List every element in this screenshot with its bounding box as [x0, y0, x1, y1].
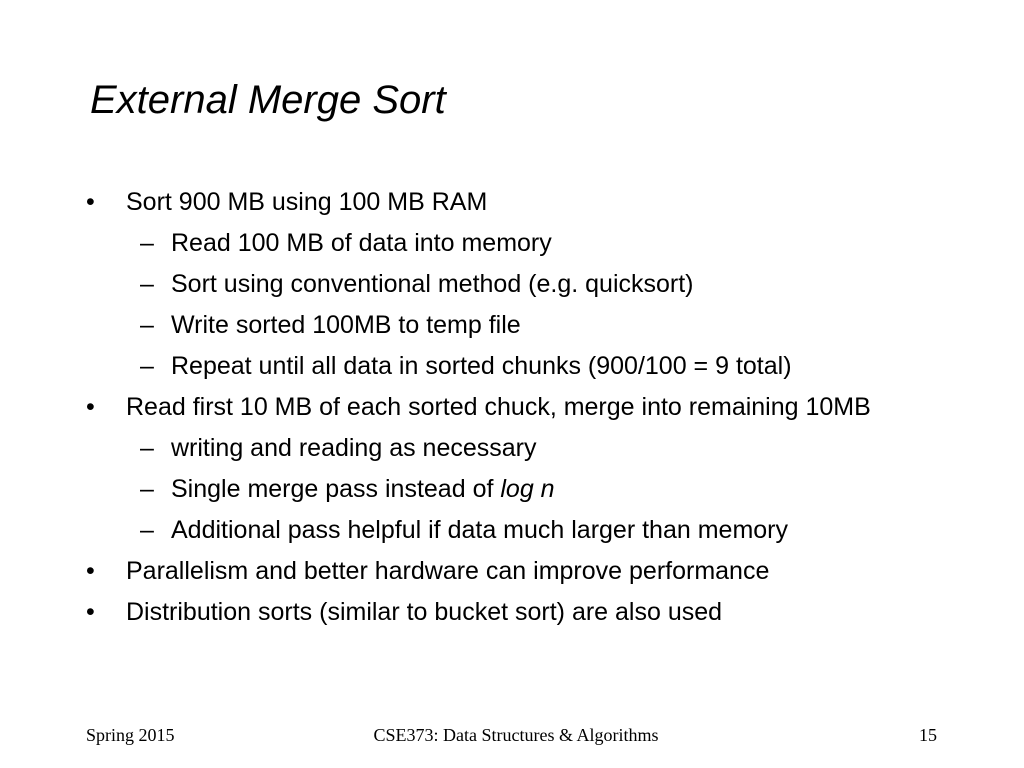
bullet-text: Parallelism and better hardware can improve performance	[126, 557, 770, 585]
bullet-item	[0, 555, 906, 588]
bullet-item	[0, 186, 906, 219]
sub-bullet-text: Repeat until all data in sorted chunks (900/100 = 9 total)	[171, 352, 792, 380]
sub-bullet-text: Single merge pass instead of	[171, 475, 501, 503]
dash-marker: –	[140, 352, 154, 380]
sub-bullet-text: Write sorted 100MB to temp file	[171, 311, 521, 339]
bullet-marker: •	[86, 557, 95, 585]
bullet-marker: •	[86, 393, 95, 421]
sub-bullet-text: Additional pass helpful if data much larger than memory	[171, 516, 788, 544]
slide-title: External Merge Sort	[90, 78, 446, 122]
sub-bullet-item	[0, 309, 931, 342]
bullet-item	[0, 596, 906, 629]
dash-marker: –	[140, 434, 154, 462]
bullet-text: Read first 10 MB of each sorted chuck, merge into remaining 10MB	[126, 393, 871, 421]
sub-bullet-italic-text: log n	[500, 475, 555, 503]
dash-marker: –	[140, 270, 154, 298]
sub-bullet-item	[0, 227, 931, 260]
sub-bullet-text: writing and reading as necessary	[171, 434, 537, 462]
sub-bullet-item	[0, 473, 931, 506]
bullet-item	[0, 391, 906, 424]
page-number: 15	[919, 725, 937, 745]
dash-marker: –	[140, 516, 154, 544]
bullet-marker: •	[86, 598, 95, 626]
slide-content	[0, 186, 1024, 629]
sub-bullet-text: Sort using conventional method (e.g. quicksort)	[171, 270, 694, 298]
dash-marker: –	[140, 311, 154, 339]
dash-marker: –	[140, 475, 154, 503]
footer-course: CSE373: Data Structures & Algorithms	[373, 725, 659, 745]
sub-bullet-item	[0, 268, 931, 301]
bullet-text: Sort 900 MB using 100 MB RAM	[126, 188, 488, 216]
bullet-text: Distribution sorts (similar to bucket sort) are also used	[126, 598, 723, 626]
sub-bullet-item	[0, 514, 931, 547]
bullet-marker: •	[86, 188, 95, 216]
sub-bullet-item	[0, 350, 931, 383]
dash-marker: –	[140, 229, 154, 257]
sub-bullet-text: Read 100 MB of data into memory	[171, 229, 552, 257]
sub-bullet-item	[0, 432, 931, 465]
footer-term: Spring 2015	[86, 725, 175, 745]
